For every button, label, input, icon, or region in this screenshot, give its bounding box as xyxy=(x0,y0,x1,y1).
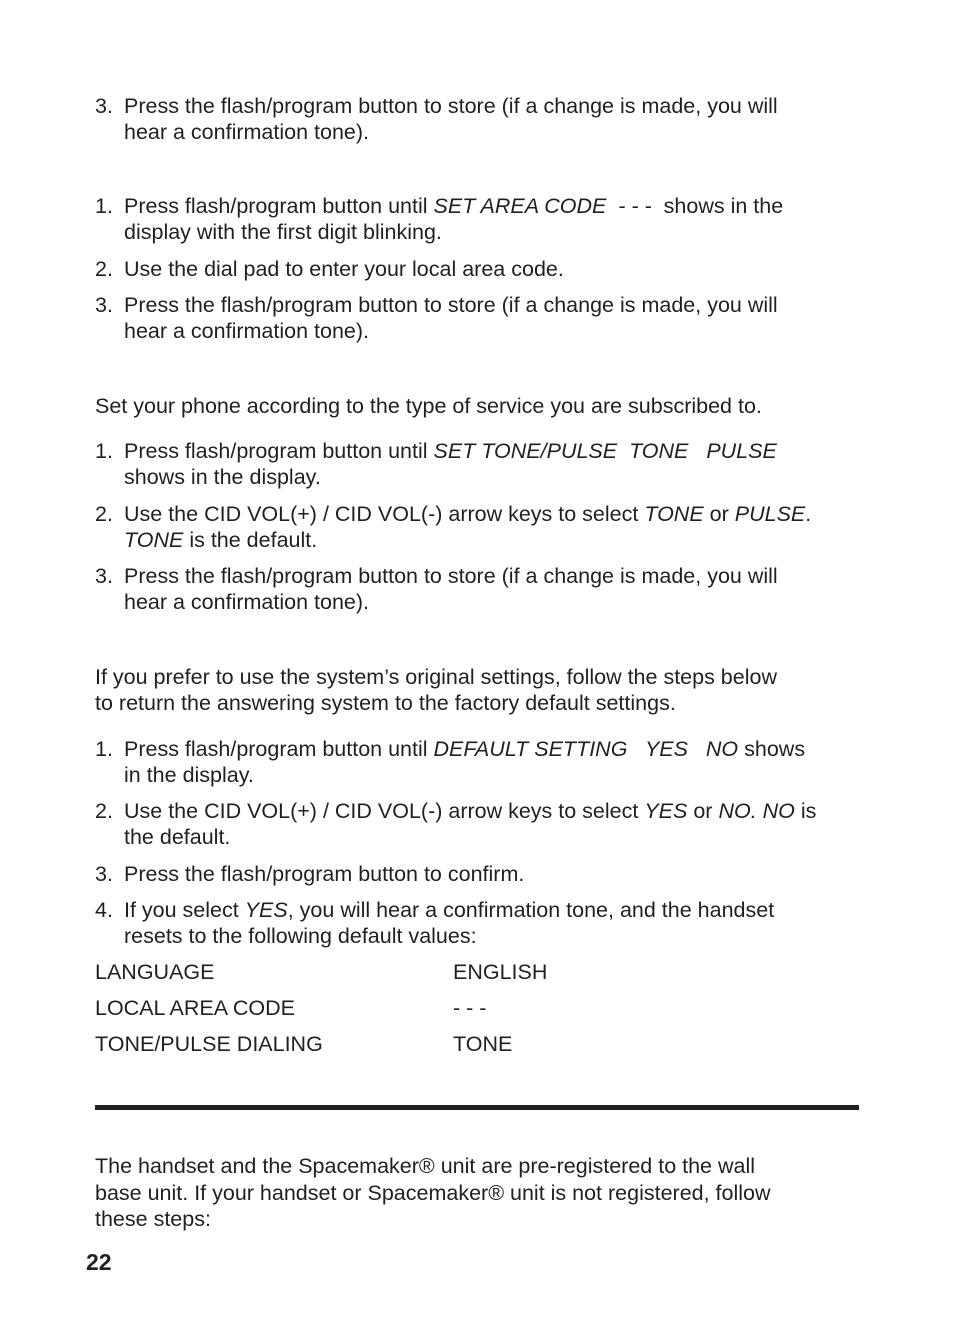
step-text: Use the CID VOL(+) / CID VOL(-) arrow keys to select TONE or PULSE. xyxy=(124,502,812,526)
step-text: If you select YES, you will hear a confirmation tone, and the handset xyxy=(124,898,775,922)
intro-text: to return the answering system to the factory default settings. xyxy=(95,691,676,715)
default-value: ENGLISH xyxy=(453,960,548,984)
default-label: TONE/PULSE DIALING xyxy=(95,1032,323,1056)
step-text: Use the dial pad to enter your local area code. xyxy=(124,257,564,281)
step-text: hear a confirmation tone). xyxy=(124,319,369,343)
step-text: hear a confirmation tone). xyxy=(124,590,369,614)
step-text: Use the CID VOL(+) / CID VOL(-) arrow keys to select YES or NO. NO is xyxy=(124,799,817,823)
step-text: in the display. xyxy=(124,763,254,787)
intro-text: base unit. If your handset or Spacemaker® unit is not registered, follow xyxy=(95,1181,771,1205)
list-number: 2. xyxy=(95,502,113,526)
list-number: 4. xyxy=(95,898,113,922)
step-text: Press the flash/program button to confirm. xyxy=(124,862,525,886)
section-divider xyxy=(95,1105,859,1110)
intro-text: The handset and the Spacemaker® unit are pre-registered to the wall xyxy=(95,1154,756,1178)
default-value: TONE xyxy=(453,1032,513,1056)
step-text: Press the flash/program button to store (if a change is made, you will xyxy=(124,293,778,317)
intro-text: these steps: xyxy=(95,1207,211,1231)
list-number: 3. xyxy=(95,293,113,317)
list-number: 3. xyxy=(95,862,113,886)
default-value: - - - xyxy=(453,996,487,1020)
default-label: LOCAL AREA CODE xyxy=(95,996,295,1020)
default-label: LANGUAGE xyxy=(95,960,215,984)
step-text: Press flash/program button until DEFAULT SETTING YES NO shows xyxy=(124,737,806,761)
page-number: 22 xyxy=(86,1249,112,1275)
step-text: display with the first digit blinking. xyxy=(124,220,442,244)
intro-text: If you prefer to use the system’s original settings, follow the steps below xyxy=(95,665,777,689)
step-text: Press flash/program button until SET TONE/PULSE TONE PULSE xyxy=(124,439,777,463)
list-number: 3. xyxy=(95,94,113,118)
step-text: Press the flash/program button to store (if a change is made, you will xyxy=(124,564,778,588)
list-number: 1. xyxy=(95,439,113,463)
step-text: Press flash/program button until SET AREA CODE - - - shows in the xyxy=(124,194,784,218)
intro-text: Set your phone according to the type of service you are subscribed to. xyxy=(95,394,762,418)
step-text: hear a confirmation tone). xyxy=(124,120,369,144)
list-number: 2. xyxy=(95,257,113,281)
step-text: the default. xyxy=(124,825,231,849)
step-text: shows in the display. xyxy=(124,465,321,489)
step-text: Press the flash/program button to store (if a change is made, you will xyxy=(124,94,778,118)
step-text: TONE is the default. xyxy=(124,528,318,552)
list-number: 1. xyxy=(95,194,113,218)
list-number: 2. xyxy=(95,799,113,823)
step-text: resets to the following default values: xyxy=(124,924,477,948)
list-number: 3. xyxy=(95,564,113,588)
list-number: 1. xyxy=(95,737,113,761)
